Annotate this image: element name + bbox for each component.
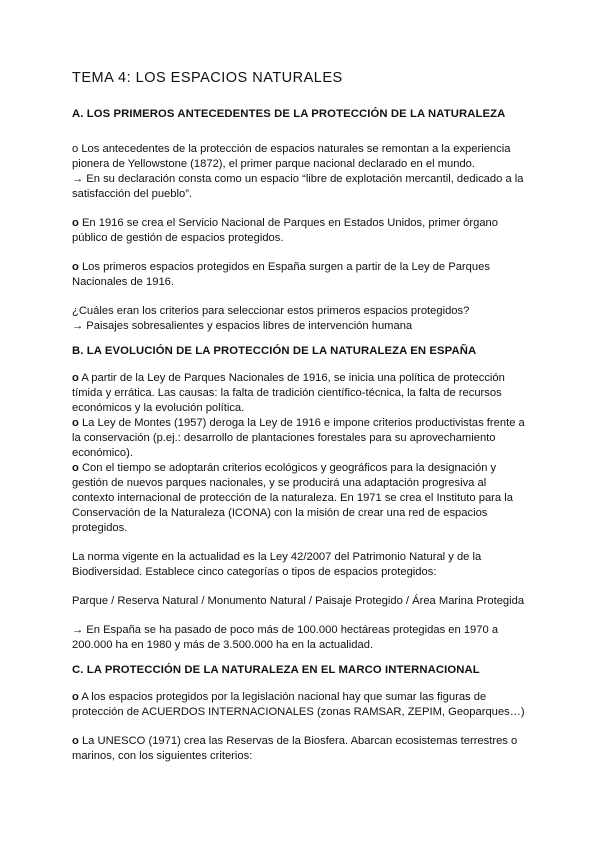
bullet-marker: o [72,462,79,474]
section-a-question: ¿Cuáles eran los criterios para seleccionar estos primeros espacios protegidos? [72,305,470,317]
section-a-answer: → Paisajes sobresalientes y espacios libres de intervención humana [72,320,413,332]
section-a-paragraph-1-note: → En su declaración consta como un espacio “libre de explotación mercantil, dedicado a la satisfacción del pueblo”. [72,173,524,200]
paragraph-text: La UNESCO (1971) crea las Reservas de la Biosfera. Abarcan ecosistemas terrestres o marinos, con los siguientes criterios: [72,735,518,762]
bullet-marker: o [72,261,79,273]
bullet-marker: o [72,372,79,384]
paragraph-text: Los primeros espacios protegidos en España surgen a partir de la Ley de Parques Nacionales de 1916. [72,261,490,288]
section-c-paragraph-1 [72,690,528,720]
paragraph-text: La Ley de Montes (1957) deroga la Ley de 1916 e impone criterios productivistas frente a la conservación (p.ej.: desarrollo de plantaciones forestales para su aprovechamiento económico). [72,417,525,459]
section-b-categories: Parque / Reserva Natural / Monumento Natural / Paisaje Protegido / Área Marina Protegida [72,595,525,607]
document-page [72,64,528,764]
bullet-marker: o [72,217,79,229]
section-b-statistic: → En España se ha pasado de poco más de 100.000 hectáreas protegidas en 1970 a 200.000 ha en 1980 y más de 3.500.000 ha en la actualidad. [72,624,499,651]
section-b-paragraph-3 [72,461,528,536]
bullet-marker: o [72,691,79,703]
section-b-norma: La norma vigente en la actualidad es la Ley 42/2007 del Patrimonio Natural y de la Biodiversidad. Establece cinco categorías o tipos de espacios protegidos: [72,551,482,578]
paragraph-text: A los espacios protegidos por la legislación nacional hay que sumar las figuras de protección de ACUERDOS INTERNACIONALES (zonas RAMSAR, ZEPIM, Geoparques…) [72,691,525,718]
section-b-paragraph-1 [72,371,528,416]
section-a-paragraph-1: o Los antecedentes de la protección de espacios naturales se remontan a la experiencia pionera de Yellowstone (1872), el primer parque nacional declarado en el mundo. [72,143,511,170]
page-title: TEMA 4: LOS ESPACIOS NATURALES [72,70,343,86]
bullet-marker: o [72,417,79,429]
section-b-paragraph-2 [72,416,528,461]
bullet-marker: o [72,735,79,747]
paragraph-text: Con el tiempo se adoptarán criterios ecológicos y geográficos para la designación y gestión de nuevos parques nacionales, y se producirá una adaptación progresiva al contexto internacional de protección de la naturaleza. En 1971 se crea el Instituto para la Conservación de la Naturaleza (ICONA) con la misión de crear una red de espacios protegidos. [72,462,513,534]
section-c-heading: C. LA PROTECCIÓN DE LA NATURALEZA EN EL MARCO INTERNACIONAL [72,664,480,676]
section-a-paragraph-3 [72,260,528,290]
paragraph-text: A partir de la Ley de Parques Nacionales de 1916, se inicia una política de protección tímida y errática. Las causas: la falta de tradición científico-técnica, la falta de recursos económicos y la evolución política. [72,372,505,414]
section-c-paragraph-2 [72,734,528,764]
section-a-paragraph-2 [72,216,528,246]
paragraph-text: En 1916 se crea el Servicio Nacional de Parques en Estados Unidos, primer órgano público de gestión de espacios protegidos. [72,217,498,244]
section-b-heading: B. LA EVOLUCIÓN DE LA PROTECCIÓN DE LA NATURALEZA EN ESPAÑA [72,345,477,357]
section-a-heading: A. LOS PRIMEROS ANTECEDENTES DE LA PROTECCIÓN DE LA NATURALEZA [72,108,506,120]
